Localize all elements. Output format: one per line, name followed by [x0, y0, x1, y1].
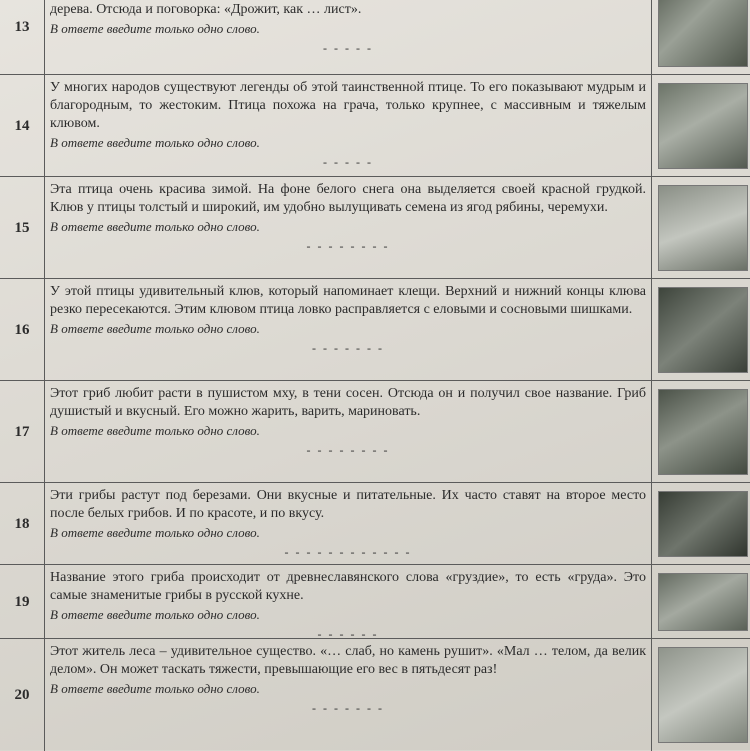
question-text-block [50, 643, 646, 717]
question-text: дерева. Отсюда и поговорка: «Дрожит, как … лист». [50, 2, 362, 17]
question-row-14 [0, 74, 750, 177]
question-text-block [50, 181, 646, 255]
question-row-20 [0, 638, 750, 751]
question-text: Эта птица очень красива зимой. На фоне белого снега она выделяется своей красной грудкой. Клюв у птицы толстый и широкий, им удобно вылущивать семена из ягод рябины, черемухи. [50, 182, 646, 215]
question-number: 17 [0, 381, 45, 483]
question-text: Эти грибы растут под березами. Они вкусные и питательные. Их часто ставят на второе место после белых грибов. И по красоте, и по вкусу. [50, 488, 646, 521]
question-number: 14 [0, 75, 45, 177]
forest-photo [658, 287, 748, 373]
answer-hint: В ответе введите только одно слово. [50, 219, 260, 234]
illustration-cell [651, 177, 750, 279]
answer-hint: В ответе введите только одно слово. [50, 423, 260, 438]
question-row-16 [0, 278, 750, 381]
question-text-block [50, 79, 646, 171]
question-row-19 [0, 564, 750, 639]
illustration-cell [651, 0, 750, 75]
question-row-17 [0, 380, 750, 483]
question-row-13 [0, 0, 750, 75]
question-text-block [50, 0, 646, 57]
question-text: У многих народов существуют легенды об этой таинственной птице. То его показывают мудрым и благородным, то жестоким. Птица похожа на грача, только крупнее, с массивным и тяжелым клювом. [50, 80, 646, 131]
question-number: 16 [0, 279, 45, 381]
illustration-cell [651, 639, 750, 751]
answer-hint: В ответе введите только одно слово. [50, 21, 260, 36]
illustration-cell [651, 565, 750, 639]
question-text-block [50, 569, 646, 643]
answer-dashes: - - - - - - - - [306, 239, 390, 253]
question-number: 18 [0, 483, 45, 565]
forest-photo [658, 83, 748, 169]
illustration-cell [651, 75, 750, 177]
forest-photo [658, 647, 748, 743]
question-number: 13 [0, 0, 45, 75]
answer-hint: В ответе введите только одно слово. [50, 321, 260, 336]
question-text-block [50, 487, 646, 561]
answer-hint: В ответе введите только одно слово. [50, 525, 260, 540]
illustration-cell [651, 381, 750, 483]
question-number: 20 [0, 639, 45, 751]
question-text-block [50, 283, 646, 357]
forest-photo [658, 573, 748, 631]
answer-dashes: - - - - - - - - [306, 443, 390, 457]
illustration-cell [651, 483, 750, 565]
answer-hint: В ответе введите только одно слово. [50, 607, 260, 622]
illustration-cell [651, 279, 750, 381]
answer-dashes: - - - - - - [317, 627, 379, 641]
question-row-15 [0, 176, 750, 279]
question-text: Этот гриб любит расти в пушистом мху, в тени сосен. Отсюда он и получил свое название. Гриб душистый и вкусный. Его можно жарить, варить, мариновать. [50, 386, 646, 419]
question-number: 15 [0, 177, 45, 279]
answer-hint: В ответе введите только одно слово. [50, 135, 260, 150]
question-number: 19 [0, 565, 45, 639]
question-text: Название этого гриба происходит от древнеславянского слова «груздие», то есть «груда». Это самые знаменитые грибы в русской кухне. [50, 570, 646, 603]
answer-dashes: - - - - - - - [312, 341, 384, 355]
question-row-18 [0, 482, 750, 565]
forest-photo [658, 491, 748, 557]
answer-dashes: - - - - - [323, 41, 373, 55]
question-text-block [50, 385, 646, 459]
forest-photo [658, 185, 748, 271]
answer-hint: В ответе введите только одно слово. [50, 681, 260, 696]
question-text: У этой птицы удивительный клюв, который напоминает клещи. Верхний и нижний концы клюва резко пересекаются. Этим клювом птица ловко расправляется с еловыми и сосновыми шишками. [50, 284, 646, 317]
forest-photo [658, 0, 748, 67]
question-text: Этот житель леса – удивительное существо. «… слаб, но камень рушит». «Мал … телом, да велик делом». Он может таскать тяжести, превышающие его вес в пятьдесят раз! [50, 644, 646, 677]
forest-photo [658, 389, 748, 475]
answer-dashes: - - - - - - - - - - - - [284, 545, 412, 559]
answer-dashes: - - - - - [323, 155, 373, 169]
answer-dashes: - - - - - - - [312, 701, 384, 715]
